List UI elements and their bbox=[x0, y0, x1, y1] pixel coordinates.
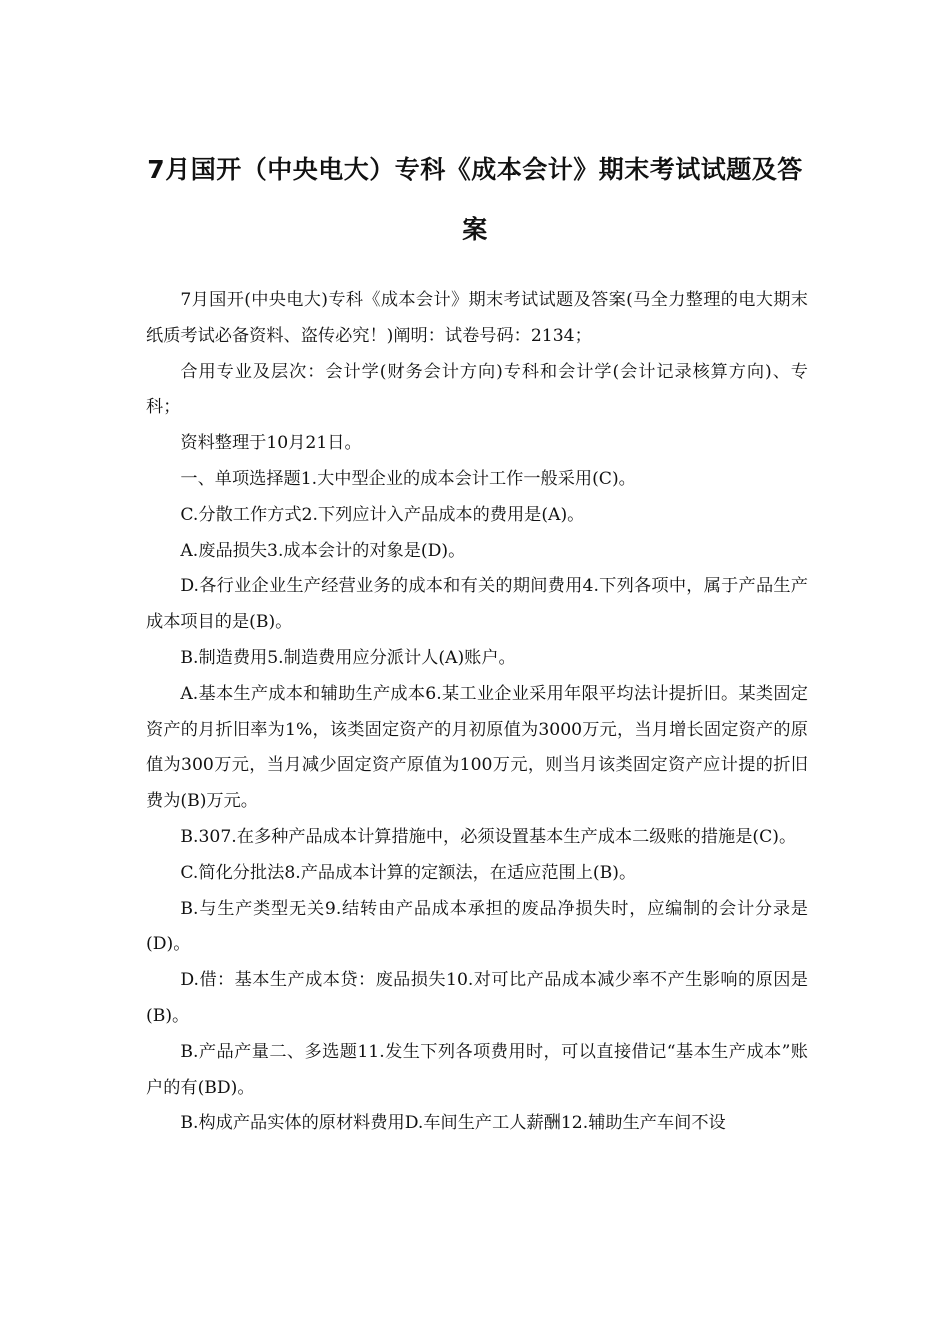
document-title: 7月国开（中央电大）专科《成本会计》期末考试试题及答案 bbox=[147, 155, 803, 244]
paragraph: B.307.在多种产品成本计算措施中，必须设置基本生产成本二级账的措施是(C)。 bbox=[180, 826, 797, 847]
paragraph: B.产品产量二、多选题11.发生下列各项费用时，可以直接借记“基本生产成本”账户的有(BD)。 bbox=[146, 1041, 808, 1098]
paragraph: 资料整理于10月21日。 bbox=[180, 433, 362, 454]
paragraph: B.构成产品实体的原材料费用D.车间生产工人薪酬12.辅助生产车间不设 bbox=[180, 1113, 726, 1134]
paragraph: D.借：基本生产成本贷：废品损失10.对可比产品成本减少率不产生影响的原因是(B)。 bbox=[146, 970, 808, 1026]
paragraph: B.与生产类型无关9.结转由产品成本承担的废品净损失时，应编制的会计分录是(D)。 bbox=[146, 898, 808, 955]
document-body bbox=[146, 283, 808, 1142]
paragraph: A.废品损失3.成本会计的对象是(D)。 bbox=[180, 540, 466, 561]
paragraph: C.分散工作方式2.下列应计入产品成本的费用是(A)。 bbox=[180, 504, 585, 525]
paragraph: 一、单项选择题1.大中型企业的成本会计工作一般采用(C)。 bbox=[180, 468, 636, 489]
paragraph: A.基本生产成本和辅助生产成本6.某工业企业采用年限平均法计提折旧。某类固定资产的月折旧率为1%，该类固定资产的月初原值为3000万元，当月增长固定资产的原值为300万元，当月减少固定资产原值为100万元，则当月该类固定资产应计提的折旧费为(B)万元。 bbox=[146, 683, 808, 812]
paragraph: 7月国开(中央电大)专科《成本会计》期末考试试题及答案(马全力整理的电大期末纸质考试必备资料、盗传必究！)阐明：试卷号码：2134； bbox=[146, 290, 808, 346]
paragraph: B.制造费用5.制造费用应分派计人(A)账户。 bbox=[180, 647, 516, 668]
paragraph: 合用专业及层次：会计学(财务会计方向)专科和会计学(会计记录核算方向)、专科； bbox=[146, 361, 808, 418]
paragraph: C.简化分批法8.产品成本计算的定额法，在适应范围上(B)。 bbox=[180, 862, 637, 883]
paragraph: D.各行业企业生产经营业务的成本和有关的期间费用4.下列各项中，属于产品生产成本项目的是(B)。 bbox=[146, 576, 808, 633]
